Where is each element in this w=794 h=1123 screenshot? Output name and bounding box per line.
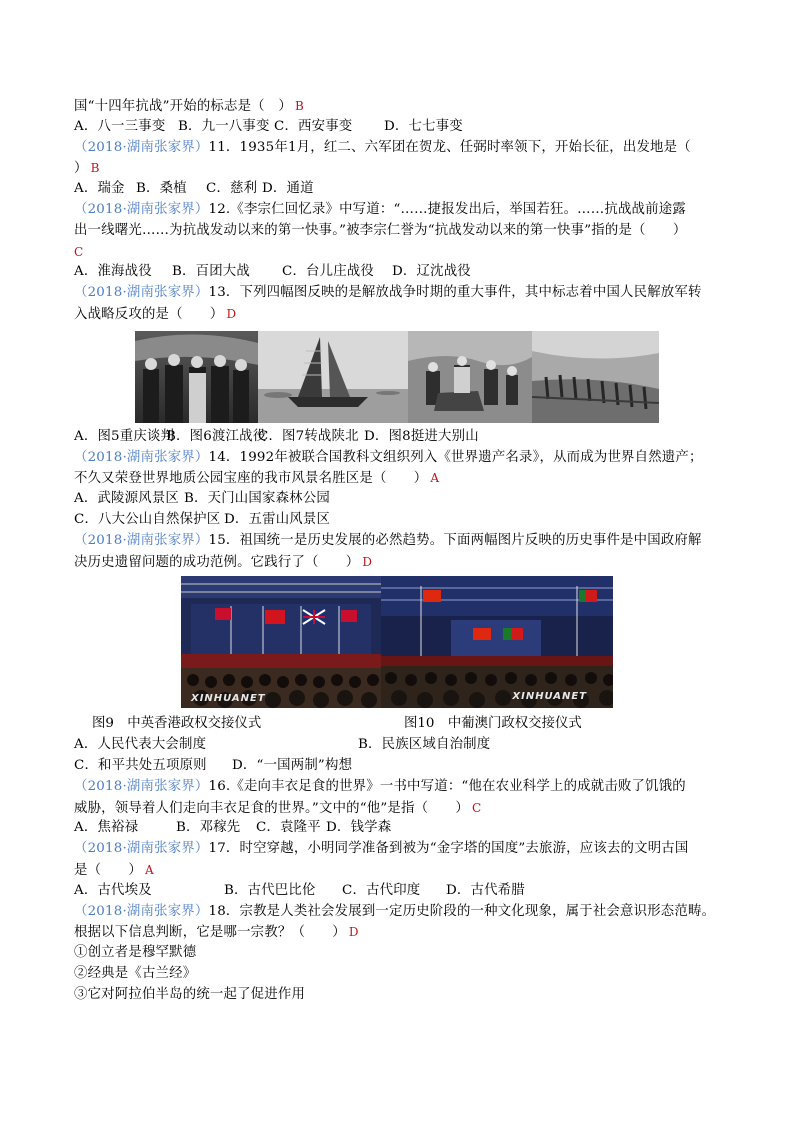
watermark-right: XINHUANET <box>512 691 587 703</box>
q17-option-d: D．古代希腊 <box>446 882 525 898</box>
q18-stem-line-2 <box>74 922 724 943</box>
q11-stem-line <box>74 138 724 159</box>
q14-option-b: B．天门山国家森林公园 <box>184 491 330 507</box>
q13-options <box>74 427 724 448</box>
q13-option-a: A．图5重庆谈判 <box>74 428 175 444</box>
q17-answer: A <box>144 862 154 877</box>
watermark-left: XINHUANET <box>191 693 266 705</box>
q12-option-b: B．百团大战 <box>172 264 250 280</box>
q15-options-ab <box>74 735 724 756</box>
q11-stem-line-2 <box>74 158 724 179</box>
photo-northern-shaanxi <box>408 331 532 423</box>
q16-options <box>74 818 724 839</box>
q18-item-2: ②经典是《古兰经》 <box>74 965 197 981</box>
q11-stem-2: ） <box>74 161 88 177</box>
q14-source: （2018·湖南张家界） <box>74 449 209 465</box>
q15-stem-2: 决历史遗留问题的成功范例。它践行了（ ） <box>74 554 360 570</box>
q11-answer: B <box>90 161 100 176</box>
q15-options-cd <box>74 756 724 777</box>
q14-stem-2: 不久又荣登世界地质公园宝座的我市风景名胜区是（ ） <box>74 471 428 487</box>
q16-source: （2018·湖南张家界） <box>74 778 209 794</box>
q10-options <box>74 117 724 138</box>
exam-page <box>74 96 724 1006</box>
q13-option-c: C．图7转战陕北 <box>258 428 359 444</box>
q12-stem-2: 出一线曙光……为抗战发动以来的第一快事。”被李宗仁誉为“抗战发动以来的第一快事”指的是（ ） <box>74 222 687 238</box>
q10-option-a: A．八一三事变 <box>74 118 166 134</box>
q18-stem-2: 根据以下信息判断，它是哪一宗教？（ ） <box>74 925 346 941</box>
q15-option-c: C．和平共处五项原则 <box>74 757 207 773</box>
q12-source: （2018·湖南张家界） <box>74 201 209 217</box>
q14-stem: 14．1992年被联合国教科文组织列入《世界遗产名录》，从而成为世界自然遗产； <box>208 449 703 465</box>
q13-stem-line-2 <box>74 304 724 325</box>
q12-option-d: D．辽沈战役 <box>392 264 471 280</box>
q14-answer: A <box>430 471 440 486</box>
q11-option-a: A．瑞金 <box>74 181 125 197</box>
q15-option-a: A．人民代表大会制度 <box>74 737 207 753</box>
q14-option-c: C．八大公山自然保护区 <box>74 511 221 527</box>
q16-stem-line-2 <box>74 798 724 819</box>
q18-source: （2018·湖南张家界） <box>74 903 209 919</box>
photo-hongkong-handover <box>181 576 381 708</box>
q15-photo-pair <box>181 576 724 708</box>
q12-stem-line-2 <box>74 221 724 242</box>
q11-options <box>74 179 724 200</box>
q10-option-d: D．七七事变 <box>384 118 463 134</box>
q12-option-a: A．淮海战役 <box>74 264 152 280</box>
q17-option-c: C．古代印度 <box>342 882 421 898</box>
q15-captions <box>74 714 724 735</box>
q12-stem-line <box>74 200 724 221</box>
photo-dabie-mountains <box>532 331 659 423</box>
q16-option-a: A．焦裕禄 <box>74 820 139 836</box>
q13-option-d: D．图8挺进大别山 <box>364 428 479 444</box>
q16-option-d: D．钱学森 <box>326 820 392 836</box>
q11-source: （2018·湖南张家界） <box>74 139 209 155</box>
q12-answer: C <box>74 244 84 259</box>
q14-option-d: D．五雷山风景区 <box>224 511 331 527</box>
q11-option-b: B．桑植 <box>136 181 187 197</box>
q14-options-ab <box>74 489 724 510</box>
q17-source: （2018·湖南张家界） <box>74 841 209 857</box>
q17-option-b: B．古代巴比伦 <box>224 882 316 898</box>
q15-option-d: D．“一国两制”构想 <box>232 757 353 773</box>
q12-answer-line <box>74 242 724 263</box>
q17-stem-2: 是（ ） <box>74 862 142 878</box>
q14-option-a: A．武陵源风景区 <box>74 491 180 507</box>
q15-stem-line <box>74 531 724 552</box>
q17-stem-line <box>74 839 724 860</box>
q12-stem: 12.《李宗仁回忆录》中写道：“……捷报发出后，举国若狂。……抗战战前途露 <box>208 201 686 217</box>
q13-stem-2: 入战略反攻的是（ ） <box>74 306 224 322</box>
q16-option-b: B．邓稼先 <box>176 820 241 836</box>
caption-fig10: 图10 中葡澳门政权交接仪式 <box>404 716 582 732</box>
caption-fig9: 图9 中英香港政权交接仪式 <box>92 716 262 732</box>
q17-stem-line-2 <box>74 860 724 881</box>
q15-stem: 15．祖国统一是历史发展的必然趋势。下面两幅图片反映的历史事件是中国政府解 <box>208 532 702 548</box>
q13-option-b: B．图6渡江战役 <box>166 428 267 444</box>
q18-stem-line <box>74 902 724 923</box>
photo-macau-handover <box>381 576 613 708</box>
q16-stem: 16.《走向丰衣足食的世界》一书中写道：“他在农业科学上的成就击败了饥饿的 <box>208 778 686 794</box>
photo-chongqing-negotiation <box>135 331 258 423</box>
q17-stem: 17．时空穿越，小明同学准备到被为“金字塔的国度”去旅游，应该去的文明古国 <box>208 841 689 857</box>
q16-stem-2: 威胁，领导着人们走向丰衣足食的世界。”文中的“他”是指（ ） <box>74 800 469 816</box>
q12-option-c: C．台儿庄战役 <box>282 264 374 280</box>
q11-option-d: D．通道 <box>262 181 314 197</box>
q14-stem-line-2 <box>74 468 724 489</box>
q15-source: （2018·湖南张家界） <box>74 532 209 548</box>
q18-item-1: ①创立者是穆罕默德 <box>74 945 197 961</box>
photo-yangtze-crossing <box>258 331 408 423</box>
q17-option-a: A．古代埃及 <box>74 882 152 898</box>
q10-answer: B <box>294 99 304 113</box>
q18-item-3: ③它对阿拉伯半岛的统一起了促进作用 <box>74 986 306 1002</box>
q15-stem-line-2 <box>74 552 724 573</box>
q13-stem-line <box>74 283 724 304</box>
q11-option-c: C．慈利 <box>206 181 258 197</box>
q15-option-b: B．民族区域自治制度 <box>358 737 491 753</box>
q10-option-b: B．九一八事变 <box>178 118 270 134</box>
q11-stem: 11．1935年1月，红二、六军团在贺龙、任弼时率领下，开始长征，出发地是（ <box>208 139 691 155</box>
q16-answer: C <box>471 800 482 815</box>
q18-answer: D <box>348 925 359 940</box>
q10-option-c: C．西安事变 <box>274 118 353 134</box>
q13-stem: 13．下列四幅图反映的是解放战争时期的重大事件，其中标志着中国人民解放军转 <box>208 285 702 301</box>
q18-stem: 18．宗教是人类社会发展到一定历史阶段的一种文化现象，属于社会意识形态范畴。 <box>208 903 716 919</box>
q16-option-c: C．袁隆平 <box>256 820 321 836</box>
q13-source: （2018·湖南张家界） <box>74 285 209 301</box>
q10-stem-line <box>74 96 724 117</box>
q13-photo-strip <box>135 331 724 423</box>
q10-stem: 国“十四年抗战”开始的标志是（ ） <box>74 99 292 114</box>
q13-answer: D <box>226 306 237 321</box>
q14-options-cd <box>74 510 724 531</box>
q16-stem-line <box>74 777 724 798</box>
q17-options <box>74 881 724 902</box>
q12-options <box>74 262 724 283</box>
q15-answer: D <box>362 554 373 569</box>
q14-stem-line <box>74 448 724 469</box>
